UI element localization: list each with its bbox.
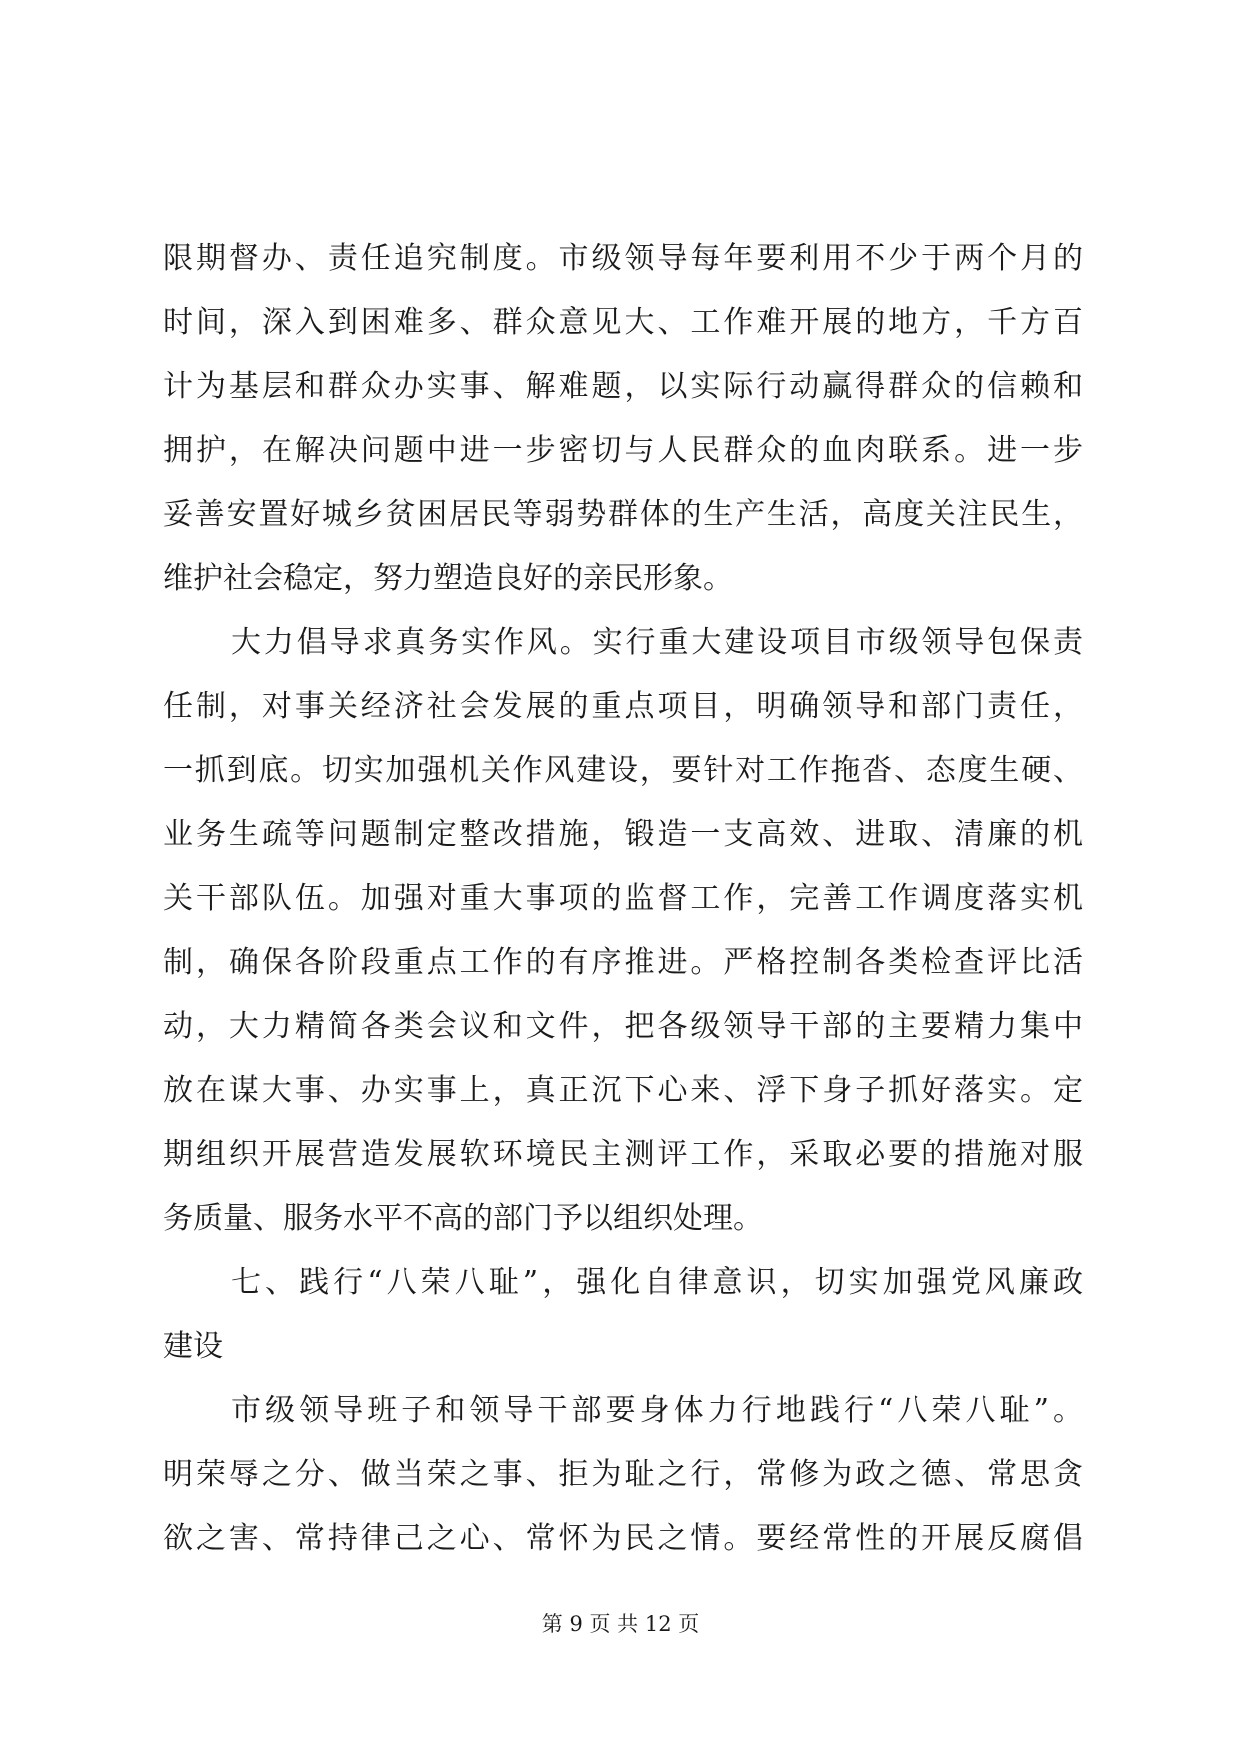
section-heading-line: 建设 (163, 1329, 223, 1364)
text-line: 拥护，在解决问题中进一步密切与人民群众的血肉联系。进一步 (163, 433, 1083, 468)
text-line: 任制，对事关经济社会发展的重点项目，明确领导和部门责任， (163, 689, 1083, 724)
text-line: 妥善安置好城乡贫困居民等弱势群体的生产生活，高度关注民生， (163, 497, 1083, 532)
paragraph-start-line: 大力倡导求真务实作风。实行重大建设项目市级领导包保责 (231, 625, 1083, 660)
body-text (163, 227, 1083, 1571)
text-line: 欲之害、常持律己之心、常怀为民之情。要经常性的开展反腐倡 (163, 1521, 1083, 1556)
text-line: 期组织开展营造发展软环境民主测评工作，采取必要的措施对服 (163, 1137, 1083, 1172)
text-line: 务质量、服务水平不高的部门予以组织处理。 (163, 1201, 763, 1236)
text-line: 一抓到底。切实加强机关作风建设，要针对工作拖沓、态度生硬、 (163, 753, 1083, 788)
text-line: 限期督办、责任追究制度。市级领导每年要利用不少于两个月的 (163, 241, 1083, 276)
page-number-footer: 第 9 页 共 12 页 (541, 1612, 700, 1636)
text-line: 动，大力精简各类会议和文件，把各级领导干部的主要精力集中 (163, 1009, 1083, 1044)
paragraph-start-line: 市级领导班子和领导干部要身体力行地践行“八荣八耻”。 (231, 1393, 1083, 1428)
text-line: 明荣辱之分、做当荣之事、拒为耻之行，常修为政之德、常思贪 (163, 1457, 1083, 1492)
text-line: 制，确保各阶段重点工作的有序推进。严格控制各类检查评比活 (163, 945, 1083, 980)
text-line: 计为基层和群众办实事、解难题，以实际行动赢得群众的信赖和 (163, 369, 1083, 404)
text-line: 关干部队伍。加强对重大事项的监督工作，完善工作调度落实机 (163, 881, 1083, 916)
text-line: 业务生疏等问题制定整改措施，锻造一支高效、进取、清廉的机 (163, 817, 1083, 852)
section-heading-line: 七、践行“八荣八耻”，强化自律意识，切实加强党风廉政 (231, 1265, 1083, 1300)
text-line: 维护社会稳定，努力塑造良好的亲民形象。 (163, 561, 733, 596)
text-line: 放在谋大事、办实事上，真正沉下心来、浮下身子抓好落实。定 (163, 1073, 1083, 1108)
text-line: 时间，深入到困难多、群众意见大、工作难开展的地方，千方百 (163, 305, 1083, 340)
